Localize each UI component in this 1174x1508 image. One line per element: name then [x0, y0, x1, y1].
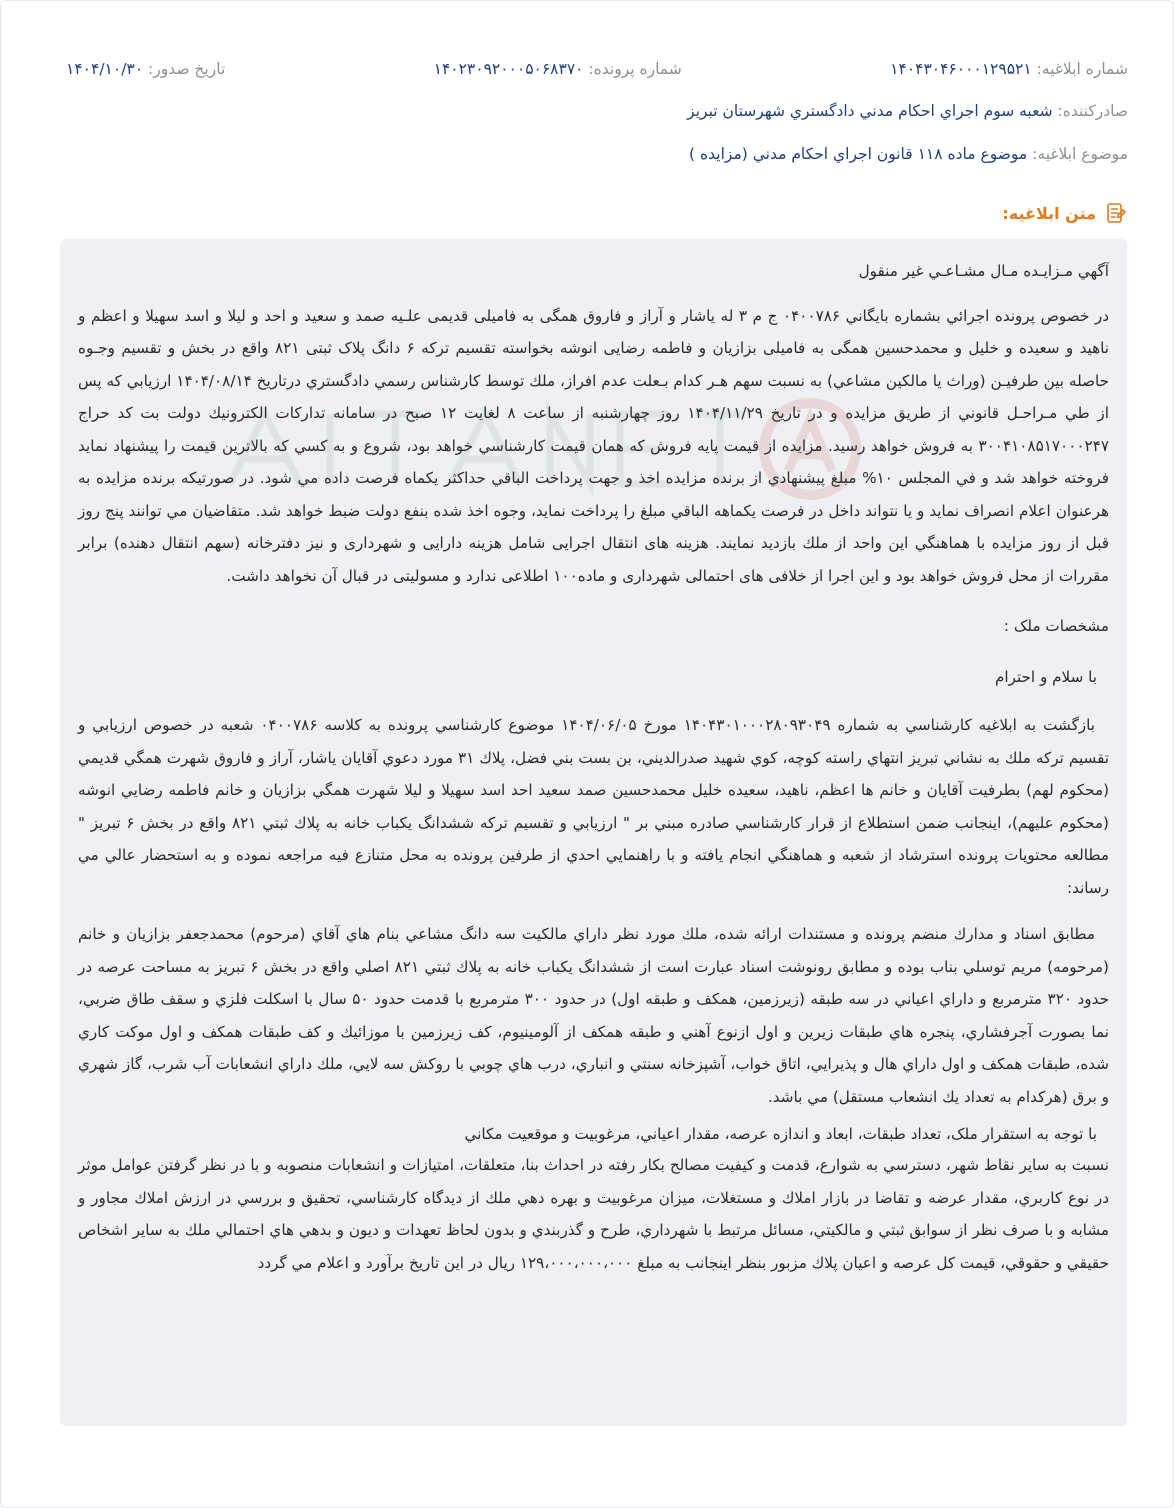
issuer-row: [46, 99, 1128, 123]
document-icon: [1104, 201, 1128, 225]
notice-number: [890, 57, 1128, 81]
header-row-numbers: [46, 57, 1128, 81]
issue-date-label: تاريخ صدور:: [148, 60, 226, 78]
property-spec-heading: مشخصات ملک :: [1003, 617, 1109, 635]
notice-text-title: متن ابلاغيه:: [1002, 203, 1096, 223]
notice-text-heading: [1002, 201, 1128, 225]
subject-label: موضوع ابلاغيه:: [1032, 145, 1128, 163]
issuer-label: صادرکننده:: [1057, 102, 1128, 120]
auction-intro-paragraph: در خصوص پرونده اجرائي بشماره بايگاني ۰۴۰۰۷۸۶ ج م ۳ له ياشار و آراز و فاروق همگی به فاميلی قديمی علـيه صمد و سعيد و احد و ليلا و اسد سهيلا و اعظم و ناهيد و سعيده و خليل و محمدحسين همگی به فاميلی بزازيان و فاطمه رضايی انوشه بخواسته تقسيم ترکه ۶ دانگ پلاک ثبتی ۸۲۱ واقع در بخش و تقسيم وجـوه حاصله بين طرفيـن (وراث يا مالکين مشاعي) به نسبت سهم هـر کدام بـعلت عدم افراز، ملك توسط کارشناس رسمي دادگستري درتاريخ ۱۴۰۴/۰۸/۱۴ ارزيابي که پس از طي مـراحـل قانوني از طريق مزايده و در تاريخ ۱۴۰۴/۱۱/۲۹ روز چهارشنبه از ساعت ۸ لغايت ۱۲ صبح در سامانه تداركات الكترونيك دولت بت كد حراج ۳۰۰۴۱۰۸۵۱۷۰۰۰۲۴۷ به فروش خواهد رسيد. مزايده از قيمت پايه فروش كه همان قيمت كارشناسي خواهد بود، شروع و به كسي كه بالاترين قيمت را پيشنهاد نمايد فروخته خواهد شد و في المجلس ۱۰% مبلغ پيشنهادي از برنده مزايده اخذ و جهت پرداخت الباقي حداكثر يكماه فرصت داده مي شود. در صورتيكه برنده مزايده به هرعنوان اعلام انصراف نمايد و يا نتواند داخل در فرصت يكماهه الباقي مبلغ را پرداخت نمايد، وجوه اخذ شده بنفع دولت ضبط خواهد شد. متقاضيان مي توانند پنج روز قبل از روز مزايده با هماهنگي اين واحد از ملك بازديد نمايند. هزينه های انتقال اجرايی شامل هزينه دارايی و شهرداری و نيز دفترخانه (سهم انتقال دهنده) برابر مقررات از محل فروش خواهد بود و اين اجرا از خلافی های احتمالی شهرداری و ماده۱۰۰ اطلاعی ندارد و مسوليتی در قبال آن نخواهد داشت.: [78, 306, 1110, 585]
auction-title: آگهي مـزايـده مـال مشـاعـي غير منقول: [858, 262, 1109, 280]
case-number-label: شماره پرونده:: [588, 60, 682, 78]
issuer-value: شعبه سوم اجراي احکام مدني دادگستري شهرستان تبريز: [687, 102, 1053, 120]
issue-date: [66, 57, 225, 81]
notice-number-label: شماره ابلاغيه:: [1036, 60, 1128, 78]
issue-date-value: ۱۴۰۴/۱۰/۳۰: [66, 60, 144, 78]
subject-row: [46, 142, 1128, 166]
documents-paragraph: مطابق اسناد و مدارك منضم پرونده و مستندات ارائه شده، ملك مورد نظر داراي مالكيت سه دانگ مشاعي بنام هاي آقاي (مرحوم) محمدجعفر بزازيان و خانم (مرحومه) مريم توسلي بناب بوده و مطابق رونوشت اسناد عبارت است از ششدانگ يكباب خانه به پلاك ثبتي ۸۲۱ اصلي واقع در بخش ۶ تبريز به مساحت عرصه در حدود ۳۲۰ مترمربع و داراي اعياني در سه طبقه (زيرزمين، همكف و طبقه اول) در حدود ۳۰۰ مترمربع با قدمت حدود ۵۰ سال با اسكلت فلزي و سقف طاق ضربي، نما بصورت آجرفشاري، پنجره هاي طبقات زيرين و اول ازنوع آهني و طبقه همكف از آلومينيوم، كف زيرزمين با موزائيك و كف طبقات همكف و اول موكت كاري شده، طبقات همكف و اول داراي هال و پذيرايي، اتاق خواب، آشپزخانه سنتي و انباري، درب هاي چوبي با روكش سه لايي، ملك داراي انشعابات آب شرب، گاز شهري و برق (هركدام به تعداد يك انشعاب مستقل) مي باشد.: [78, 925, 1110, 1106]
valuation-first-line: با توجه به استقرار ملک، تعداد طبقات، ابعاد و اندازه عرصه، مقدار اعياني، مرغوبيت و موقعيت مكاني: [464, 1125, 1097, 1143]
subject-value: موضوع ماده ۱۱۸ قانون اجراي احكام مدني (مزايده ): [689, 145, 1028, 163]
notice-number-value: ۱۴۰۴۳۰۴۶۰۰۰۱۲۹۵۲۱: [890, 60, 1032, 78]
greeting: با سلام و احترام: [994, 667, 1097, 686]
case-number-value: ۱۴۰۲۳۰۹۲۰۰۰۵۰۶۸۳۷۰: [433, 60, 584, 78]
expert-return-paragraph: بازگشت به ابلاغيه كارشناسي به شماره ۱۴۰۴۳۰۱۰۰۰۲۸۰۹۳۰۴۹ مورخ ۱۴۰۴/۰۶/۰۵ موضوع كارشناسي پرونده به كلاسه ۰۴۰۰۷۸۶ شعبه در خصوص ارزيابي و تقسيم تركه ملك به نشاني تبريز انتهاي راسته كوچه، كوي شهيد صدرالديني، بن بست بني فضل، پلاك ۳۱ مورد دعوي آقايان ياشار، آراز و فاروق شهرت همگي قديمي (محكوم لهم) بطرفيت آقايان و خانم ها اعظم، ناهيد، سعيده خليل محمدحسين صمد سعيد احد اسد سهيلا و ليلا شهرت همگي بزازيان و خانم فاطمه رضايي انوشه (محكوم عليهم)، اينجانب ضمن استطلاع از قرار كارشناسي صادره مبني بر " ارزيابي و تقسيم تركه ششدانگ يكباب خانه به پلاك ثبتي ۸۲۱ واقع در بخش ۶ تبريز " مطالعه محتويات پرونده استرشاد از شعبه و هماهنگي انجام يافته و با راهنمايي احدي از طرفين پرونده به محل متنازع فيه مراجعه نموده و به استحضار عالي مي رساند:: [78, 716, 1109, 897]
notice-body: [60, 239, 1127, 1426]
valuation-rest: نسبت به ساير نقاط شهر، دسترسي به شوارع، قدمت و كيفيت مصالح بكار رفته در احداث بنا، متعلقات، امتيازات و انشعابات منصوبه و با در نظر گرفتن عوامل موثر در نوع كاربري، مقدار عرضه و تقاضا در بازار املاك و مستغلات، ميزان مرغوبيت و بهره دهي ملك از ديدگاه كارشناسي، تحقيق و بررسي در ارزش املاك مجاور و مشابه و با صرف نظر از سوابق ثبتي و مالكيتي، مسائل مرتبط با شهرداري، طرح و گذربندي و بدون لحاظ تعهدات و ديون و بدهي هاي احتمالي ملك به ساير اشخاص حقيقي و حقوقي، قيمت كل عرصه و اعيان پلاك مزبور بنظر اينجانب به مبلغ ۱۲۹،۰۰۰،۰۰۰،۰۰۰ ريال در اين تاريخ برآورد و اعلام مي گردد: [78, 1156, 1109, 1272]
valuation-paragraph: [78, 1119, 1109, 1279]
case-number: [434, 57, 682, 81]
